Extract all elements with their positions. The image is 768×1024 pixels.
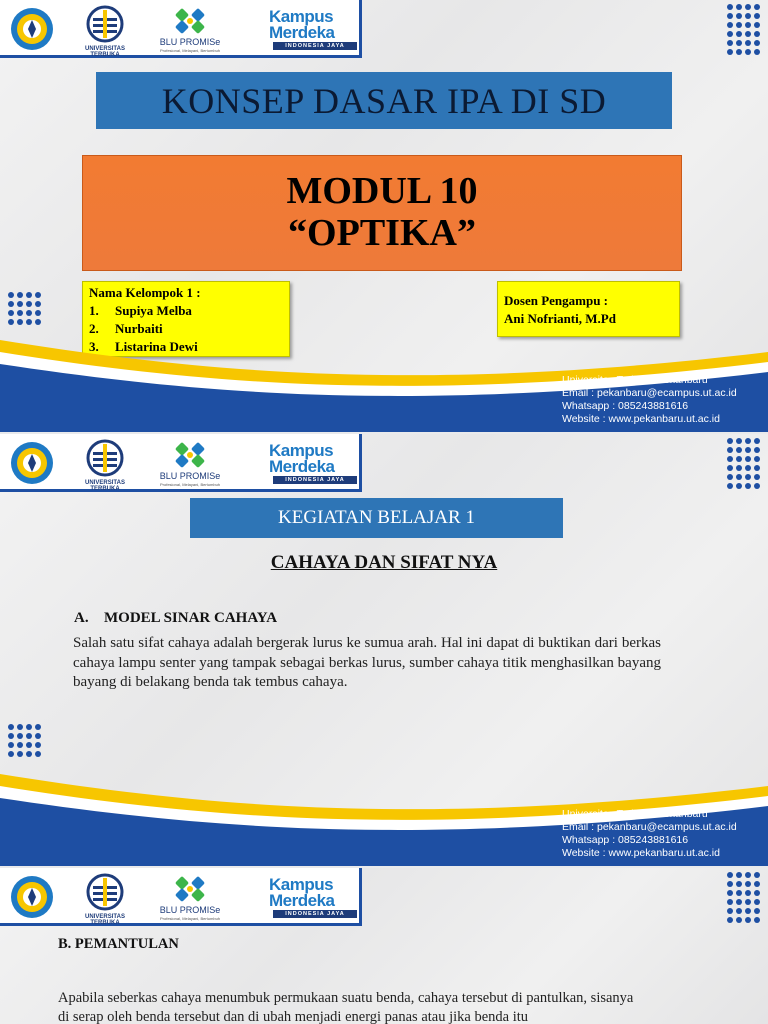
tut-wuri-handayani-logo — [8, 6, 56, 52]
slide-1 — [0, 0, 768, 432]
universitas-terbuka-logo — [72, 872, 138, 924]
ut-logo-label: UNIVERSITAS TERBUKA — [85, 46, 125, 58]
list-item: 1. Supiya Melba — [89, 303, 192, 318]
dot-grid-decoration — [727, 872, 760, 923]
blu-emblem-icon — [155, 4, 225, 38]
sub-heading-number: A. — [74, 610, 89, 626]
contact-info — [562, 808, 737, 860]
universitas-terbuka-logo — [72, 438, 138, 490]
course-title-banner — [96, 72, 672, 129]
section-heading: B. PEMANTULAN — [58, 936, 179, 952]
km-logo-line2: Merdeka — [269, 891, 335, 910]
blu-promise-logo — [155, 872, 225, 924]
contact-whatsapp: Whatsapp : 085243881616 — [562, 834, 689, 846]
lecturer-box — [497, 281, 680, 337]
blu-emblem-icon — [155, 438, 225, 472]
km-logo-line2: Merdeka — [269, 457, 335, 476]
tut-wuri-handayani-logo — [8, 874, 56, 920]
km-logo-ribbon: INDONESIA JAYA — [273, 42, 357, 50]
team-heading: Nama Kelompok 1 : — [89, 285, 201, 300]
kampus-merdeka-logo — [265, 4, 360, 54]
module-title-box — [82, 155, 682, 271]
blu-logo-label: BLU PROMISe — [159, 905, 221, 915]
module-number: MODUL 10 — [286, 170, 478, 212]
lecturer-name: Ani Nofrianti, M.Pd — [504, 311, 616, 326]
contact-name: Universitas Terbuka Pekanbaru — [562, 374, 708, 386]
km-logo-ribbon: INDONESIA JAYA — [273, 910, 357, 918]
km-logo-line1: Kampus — [269, 441, 334, 460]
km-logo-line1: Kampus — [269, 875, 334, 894]
contact-email: Email : pekanbaru@ecampus.ut.ac.id — [562, 821, 737, 833]
km-logo-line1: Kampus — [269, 7, 334, 26]
contact-email: Email : pekanbaru@ecampus.ut.ac.id — [562, 387, 737, 399]
sub-heading — [74, 610, 277, 627]
blu-emblem-icon — [155, 872, 225, 906]
lecturer-heading: Dosen Pengampu : — [504, 293, 609, 308]
contact-website: Website : www.pekanbaru.ut.ac.id — [562, 847, 720, 859]
contact-website: Website : www.pekanbaru.ut.ac.id — [562, 413, 720, 425]
contact-info — [562, 374, 737, 426]
logo-bar — [0, 434, 362, 492]
body-paragraph: Salah satu sifat cahaya adalah bergerak lurus ke sumua arah. Hal ini dapat di buktikan dari berkas cahaya lampu senter yang tampak sebagai berkas lurus, sumber cahaya titik menghasilkan bayang bayang di belakang benda tak tembus cahaya. — [73, 635, 661, 690]
list-item: 3. Listarina Dewi — [89, 339, 198, 354]
body-paragraph: Apabila seberkas cahaya menumbuk permukaan suatu benda, cahaya tersebut di pantulkan, sisanya di serap oleh benda tersebut dan di ubah menjadi energi panas atau jika benda itu — [58, 990, 634, 1024]
ut-logo-label: UNIVERSITAS TERBUKA — [85, 914, 125, 926]
module-topic: “OPTIKA” — [288, 212, 476, 254]
ut-emblem-icon — [72, 4, 138, 46]
ut-emblem-icon — [72, 438, 138, 480]
blu-logo-tagline: Profesional, Melayani, Bertumbuh — [159, 916, 221, 921]
ut-logo-label: UNIVERSITAS TERBUKA — [85, 480, 125, 492]
ut-emblem-icon — [72, 872, 138, 914]
blu-logo-label: BLU PROMISe — [159, 471, 221, 481]
activity-banner — [190, 498, 563, 538]
sub-heading-text: MODEL SINAR CAHAYA — [104, 610, 278, 626]
km-logo-ribbon: INDONESIA JAYA — [273, 476, 357, 484]
tut-wuri-handayani-logo — [8, 440, 56, 486]
blu-logo-tagline: Profesional, Melayani, Bertumbuh — [159, 48, 221, 53]
dot-grid-decoration — [727, 438, 760, 489]
dot-grid-decoration — [8, 724, 41, 757]
blu-logo-label: BLU PROMISe — [159, 37, 221, 47]
dot-grid-decoration — [727, 4, 760, 55]
slide-2 — [0, 434, 768, 866]
universitas-terbuka-logo — [72, 4, 138, 56]
blu-promise-logo — [155, 438, 225, 490]
kampus-merdeka-logo — [265, 872, 360, 922]
list-item: 2. Nurbaiti — [89, 321, 163, 336]
contact-whatsapp: Whatsapp : 085243881616 — [562, 400, 689, 412]
kampus-merdeka-logo — [265, 438, 360, 488]
dot-grid-decoration — [8, 292, 41, 325]
section-title: CAHAYA DAN SIFAT NYA — [270, 552, 498, 573]
logo-bar — [0, 868, 362, 926]
contact-name: Universitas Terbuka Pekanbaru — [562, 808, 708, 820]
blu-promise-logo — [155, 4, 225, 56]
km-logo-line2: Merdeka — [269, 23, 335, 42]
course-title: KONSEP DASAR IPA DI SD — [161, 80, 607, 121]
slide-3 — [0, 868, 768, 1024]
activity-label: KEGIATAN BELAJAR 1 — [278, 507, 475, 528]
blu-logo-tagline: Profesional, Melayani, Bertumbuh — [159, 482, 221, 487]
logo-bar — [0, 0, 362, 58]
